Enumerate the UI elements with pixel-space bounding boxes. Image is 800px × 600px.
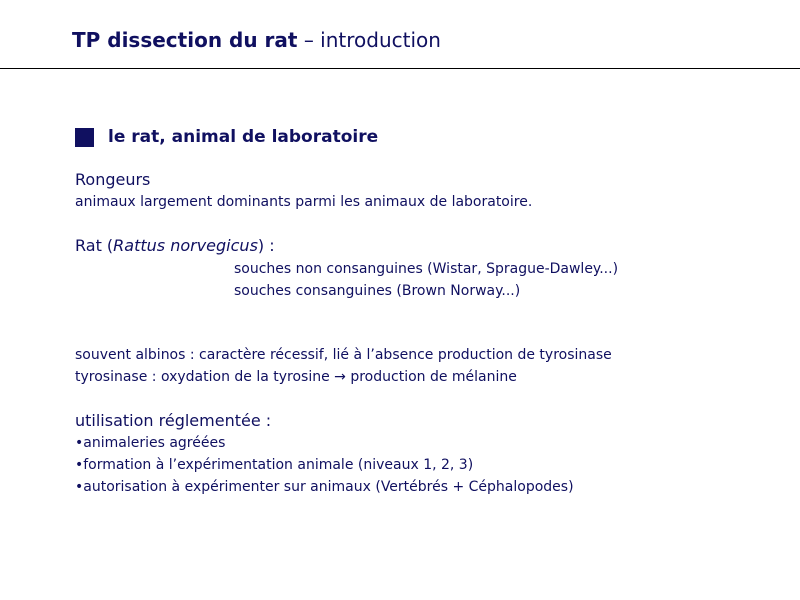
title-divider — [0, 68, 800, 69]
tyrosinase-line: tyrosinase : oxydation de la tyrosine → production de mélanine — [75, 369, 517, 385]
slide-title-main: TP dissection du rat — [72, 28, 298, 52]
regulation-item-facilities: •animaleries agréées — [75, 435, 226, 451]
rongeurs-heading: Rongeurs — [75, 170, 151, 189]
rat-species-name: Rattus norvegicus — [113, 236, 258, 255]
albinos-line: souvent albinos : caractère récessif, lié à l’absence production de tyrosinase — [75, 347, 612, 363]
rat-heading — [75, 236, 275, 256]
section-header — [75, 126, 378, 148]
section-heading: le rat, animal de laboratoire — [108, 127, 379, 147]
slide-title — [72, 26, 441, 54]
slide-title-subtitle: – introduction — [297, 28, 441, 52]
regulation-item-training: •formation à l’expérimentation animale (niveaux 1, 2, 3) — [75, 457, 474, 473]
strain-inbred: souches consanguines (Brown Norway...) — [234, 283, 521, 299]
rongeurs-text: animaux largement dominants parmi les animaux de laboratoire. — [75, 194, 533, 210]
square-bullet-icon — [75, 128, 94, 147]
regulation-heading: utilisation réglementée : — [75, 411, 272, 430]
rat-heading-prefix: Rat ( — [75, 236, 114, 255]
rat-heading-suffix: ) : — [257, 236, 275, 255]
strain-outbred: souches non consanguines (Wistar, Sprague-Dawley...) — [234, 261, 619, 277]
regulation-item-authorization: •autorisation à expérimenter sur animaux (Vertébrés + Céphalopodes) — [75, 479, 574, 495]
